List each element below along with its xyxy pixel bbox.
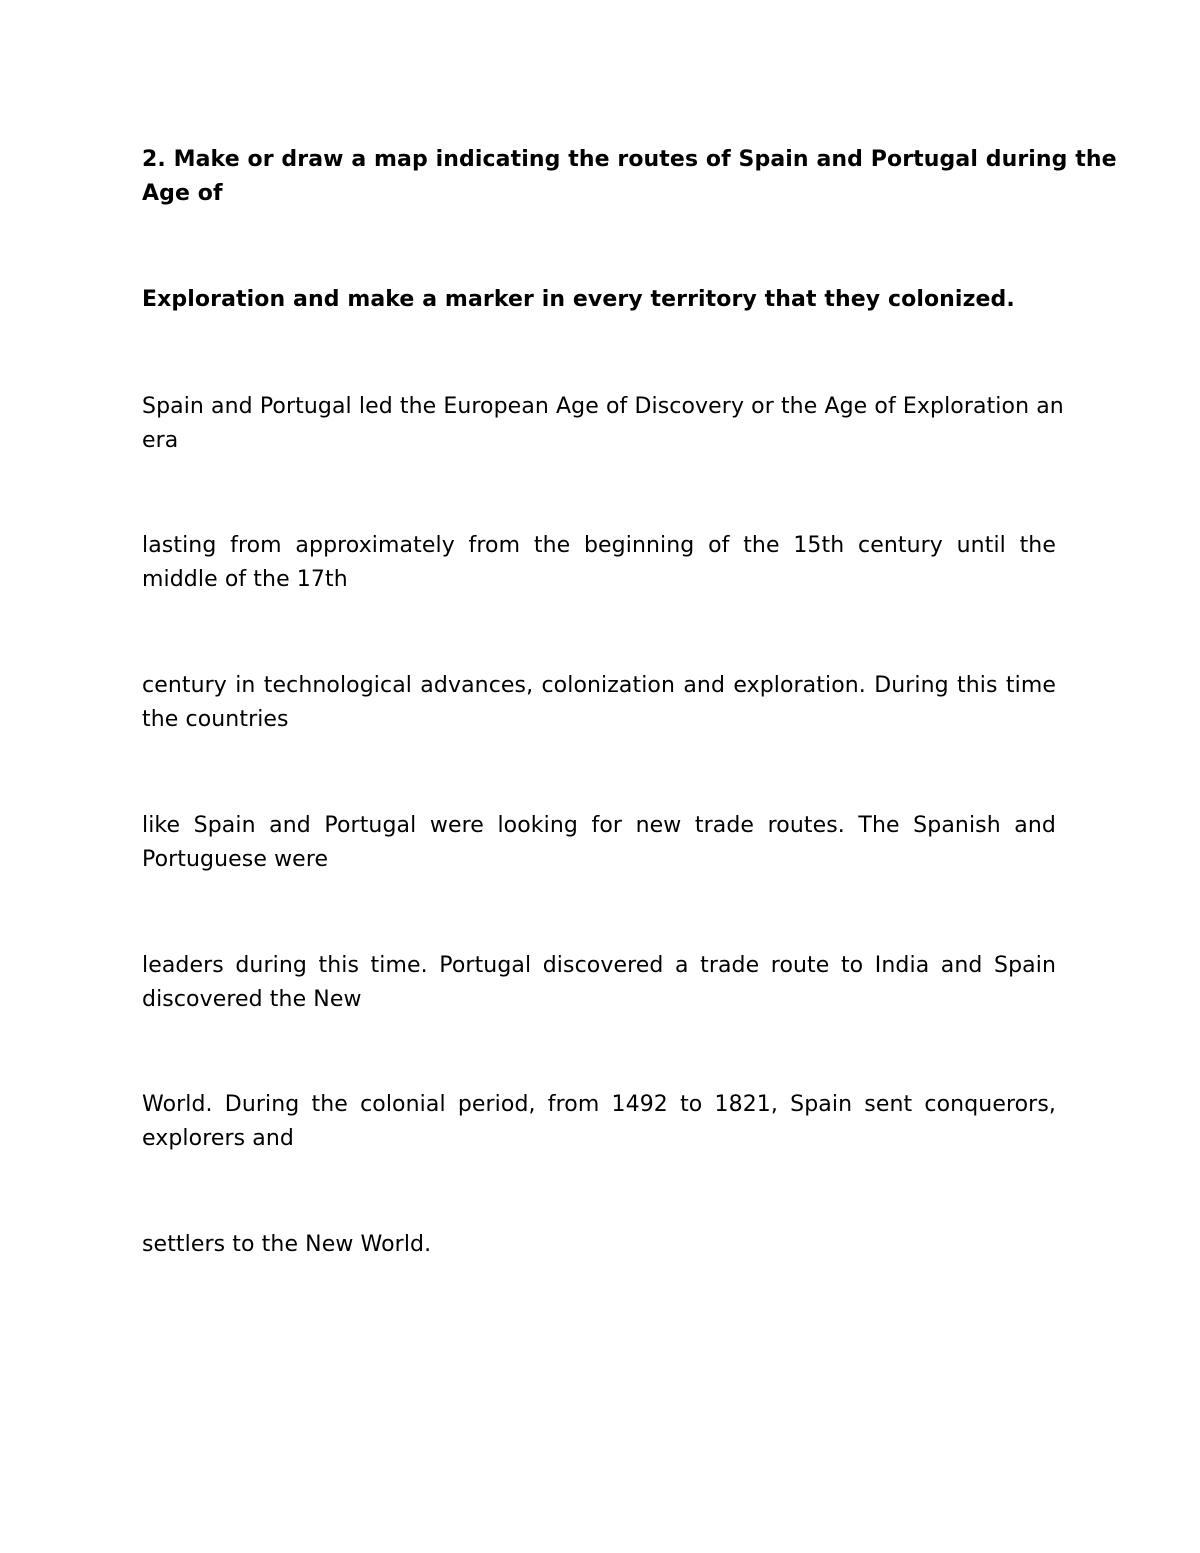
answer-paragraph-5	[142, 949, 1056, 1017]
paragraph-1-line-2: era	[142, 428, 179, 453]
heading-line-2: Age of	[142, 181, 223, 206]
answer-paragraph-7	[142, 1228, 1056, 1262]
paragraph-5-line-2: discovered the New	[142, 987, 362, 1012]
paragraph-4-line-1: like Spain and Portugal were looking for new trade routes. The Spanish and	[142, 813, 1056, 838]
paragraph-7-line-1: settlers to the New World.	[142, 1232, 432, 1257]
heading-continued-line-1: Exploration and make a marker in every territory that they colonized.	[142, 287, 1015, 312]
paragraph-2-line-2: middle of the 17th	[142, 567, 348, 592]
paragraph-4-line-2: Portuguese were	[142, 847, 329, 872]
paragraph-6-line-1: World. During the colonial period, from 1492 to 1821, Spain sent conquerors,	[142, 1092, 1056, 1117]
answer-paragraph-6	[142, 1088, 1056, 1156]
paragraph-3-line-1: century in technological advances, colonization and exploration. During this time	[142, 673, 1056, 698]
paragraph-1-line-1: Spain and Portugal led the European Age of Discovery or the Age of Exploration an	[142, 394, 1064, 419]
answer-paragraph-4	[142, 809, 1056, 877]
question-heading	[142, 143, 1117, 211]
question-heading-continued	[142, 283, 1056, 317]
heading-line-1: 2. Make or draw a map indicating the routes of Spain and Portugal during the	[142, 147, 1117, 172]
paragraph-2-line-1: lasting from approximately from the beginning of the 15th century until the	[142, 533, 1056, 558]
answer-paragraph-2	[142, 529, 1056, 597]
paragraph-5-line-1: leaders during this time. Portugal discovered a trade route to India and Spain	[142, 953, 1056, 978]
paragraph-3-line-2: the countries	[142, 707, 289, 732]
paragraph-6-line-2: explorers and	[142, 1126, 294, 1151]
answer-paragraph-3	[142, 669, 1056, 737]
answer-paragraph-1	[142, 390, 1064, 458]
